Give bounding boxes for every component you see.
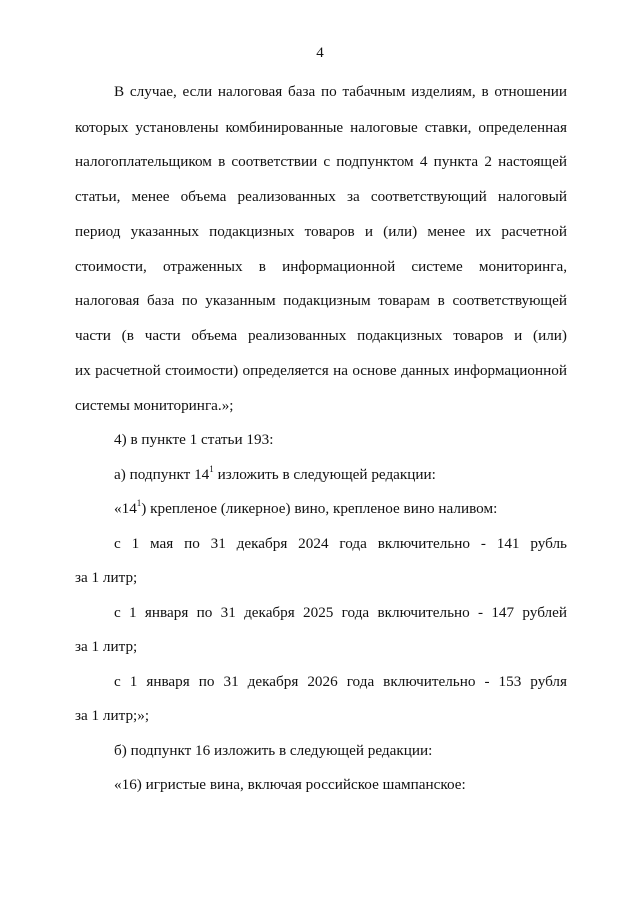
text-line: которых установлены комбинированные налоговые ставки, определенная [75, 119, 567, 136]
text-fragment: «14 [114, 500, 137, 517]
text-line: период указанных подакцизных товаров и (или) менее их расчетной [75, 223, 567, 240]
text-line: стоимости, отраженных в информационной системе мониторинга, [75, 258, 567, 275]
text-line [114, 497, 567, 518]
superscript: 1 [209, 463, 214, 474]
text-line: системы мониторинга.»; [75, 397, 234, 414]
text-line: их расчетной стоимости) определяется на основе данных информационной [75, 362, 567, 379]
text-fragment: изложить в следующей редакции: [213, 466, 436, 483]
text-line: В случае, если налоговая база по табачным изделиям, в отношении [114, 83, 567, 100]
text-line: 4) в пункте 1 статьи 193: [114, 431, 274, 448]
page-number: 4 [316, 45, 324, 61]
text-line: за 1 литр; [75, 638, 138, 655]
text-line: за 1 литр; [75, 569, 138, 586]
text-fragment: а) подпункт 14 [114, 466, 210, 483]
text-line [114, 463, 567, 484]
superscript: 1 [136, 497, 142, 508]
text-fragment: ) крепленое (ликерное) вино, крепленое вино наливом: [141, 500, 498, 517]
text-line: части (в части объема реализованных подакцизных товаров и (или) [75, 327, 567, 344]
text-line: б) подпункт 16 изложить в следующей редакции: [114, 742, 433, 759]
text-line: налоговая база по указанным подакцизным товарам в соответствующей [75, 292, 567, 309]
text-line: с 1 января по 31 декабря 2025 года включительно - 147 рублей [114, 604, 567, 621]
text-line: «16) игристые вина, включая российское шампанское: [114, 776, 466, 793]
text-line: за 1 литр;»; [75, 707, 150, 724]
text-line: статьи, менее объема реализованных за соответствующий налоговый [75, 188, 567, 205]
text-line: с 1 января по 31 декабря 2026 года включительно - 153 рубля [114, 673, 567, 690]
text-line: с 1 мая по 31 декабря 2024 года включительно - 141 рубль [114, 535, 567, 552]
text-line: налогоплательщиком в соответствии с подпунктом 4 пункта 2 настоящей [75, 153, 567, 170]
